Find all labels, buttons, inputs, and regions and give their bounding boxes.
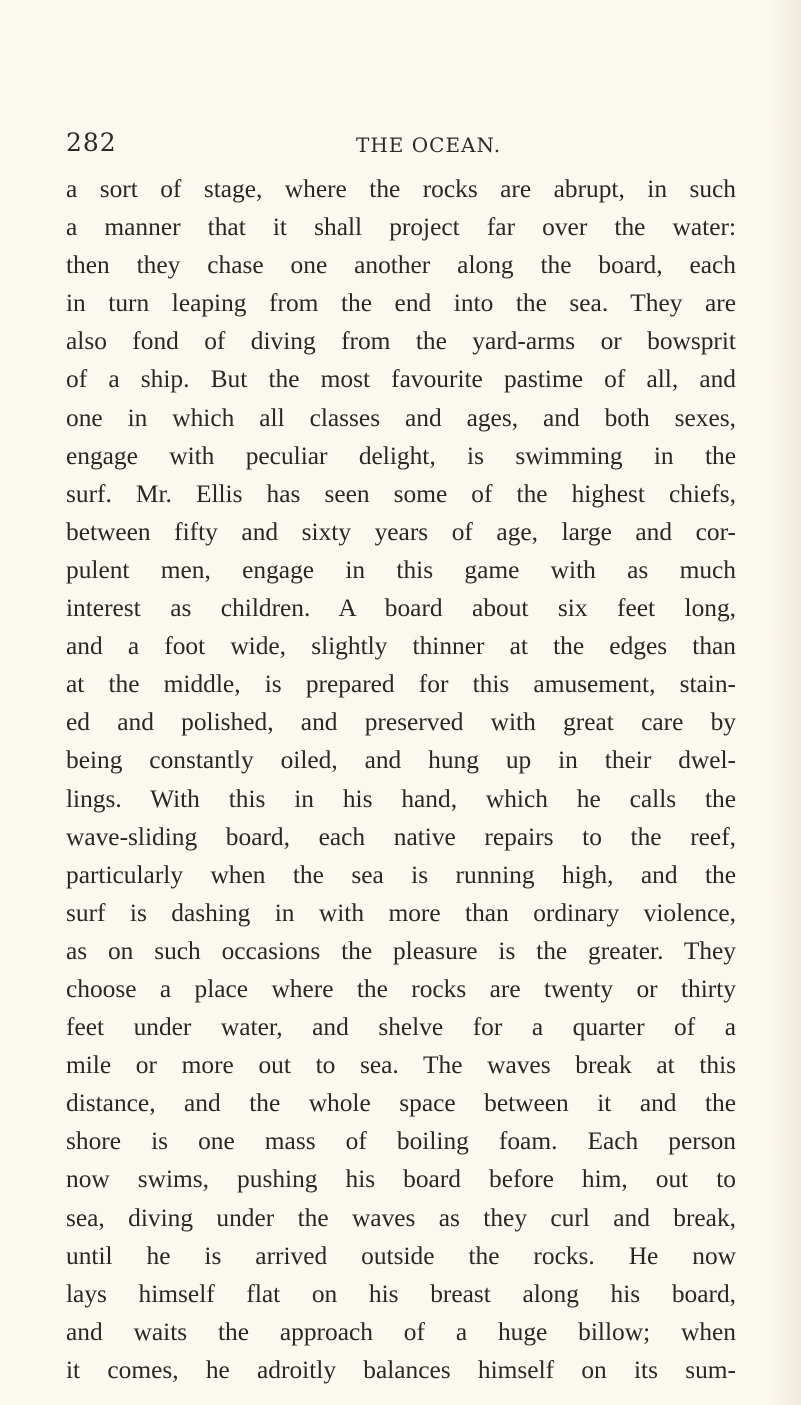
text-line: sea, diving under the waves as they curl and break, bbox=[66, 1203, 736, 1232]
text-line: between fifty and sixty years of age, large and cor- bbox=[66, 517, 736, 546]
text-line: a manner that it shall project far over the water: bbox=[66, 213, 736, 242]
text-line: interest as children. A board about six feet long, bbox=[66, 594, 736, 623]
text-line: surf is dashing in with more than ordinary violence, bbox=[66, 898, 736, 927]
page-number: 282 bbox=[66, 128, 117, 157]
text-line: then they chase one another along the board, each bbox=[66, 251, 736, 280]
text-line: and waits the approach of a huge billow; when bbox=[66, 1317, 736, 1346]
text-line: ed and polished, and preserved with great care by bbox=[66, 708, 736, 737]
text-line: surf. Mr. Ellis has seen some of the highest chiefs, bbox=[66, 479, 736, 508]
text-line: also fond of diving from the yard-arms or bowsprit bbox=[66, 327, 736, 356]
text-line: at the middle, is prepared for this amusement, stain- bbox=[66, 670, 736, 699]
text-line: particularly when the sea is running high, and the bbox=[66, 860, 736, 889]
text-line: choose a place where the rocks are twenty or thirty bbox=[66, 974, 736, 1003]
text-line: feet under water, and shelve for a quarter of a bbox=[66, 1013, 736, 1042]
text-line: shore is one mass of boiling foam. Each person bbox=[66, 1127, 736, 1156]
text-line: being constantly oiled, and hung up in their dwel- bbox=[66, 746, 736, 775]
text-line: it comes, he adroitly balances himself on its sum- bbox=[66, 1355, 736, 1384]
running-head: THE OCEAN. bbox=[356, 133, 502, 157]
body-text bbox=[66, 170, 736, 1389]
page-edge-shadow bbox=[771, 0, 801, 1405]
text-line: as on such occasions the pleasure is the greater. They bbox=[66, 936, 736, 965]
text-line: until he is arrived outside the rocks. He now bbox=[66, 1241, 736, 1270]
text-line: in turn leaping from the end into the sea. They are bbox=[66, 289, 736, 318]
text-line: distance, and the whole space between it and the bbox=[66, 1089, 736, 1118]
text-line: one in which all classes and ages, and both sexes, bbox=[66, 403, 736, 432]
text-line: of a ship. But the most favourite pastime of all, and bbox=[66, 365, 736, 394]
text-line: wave-sliding board, each native repairs to the reef, bbox=[66, 822, 736, 851]
text-line: a sort of stage, where the rocks are abrupt, in such bbox=[66, 175, 736, 203]
page-header bbox=[66, 128, 736, 168]
text-line: and a foot wide, slightly thinner at the edges than bbox=[66, 632, 736, 661]
text-line: now swims, pushing his board before him, out to bbox=[66, 1165, 736, 1194]
text-line: engage with peculiar delight, is swimming in the bbox=[66, 441, 736, 470]
text-line: pulent men, engage in this game with as much bbox=[66, 555, 736, 584]
text-line: lings. With this in his hand, which he calls the bbox=[66, 784, 736, 813]
text-line: lays himself flat on his breast along his board, bbox=[66, 1279, 736, 1308]
text-line: mile or more out to sea. The waves break at this bbox=[66, 1051, 736, 1080]
